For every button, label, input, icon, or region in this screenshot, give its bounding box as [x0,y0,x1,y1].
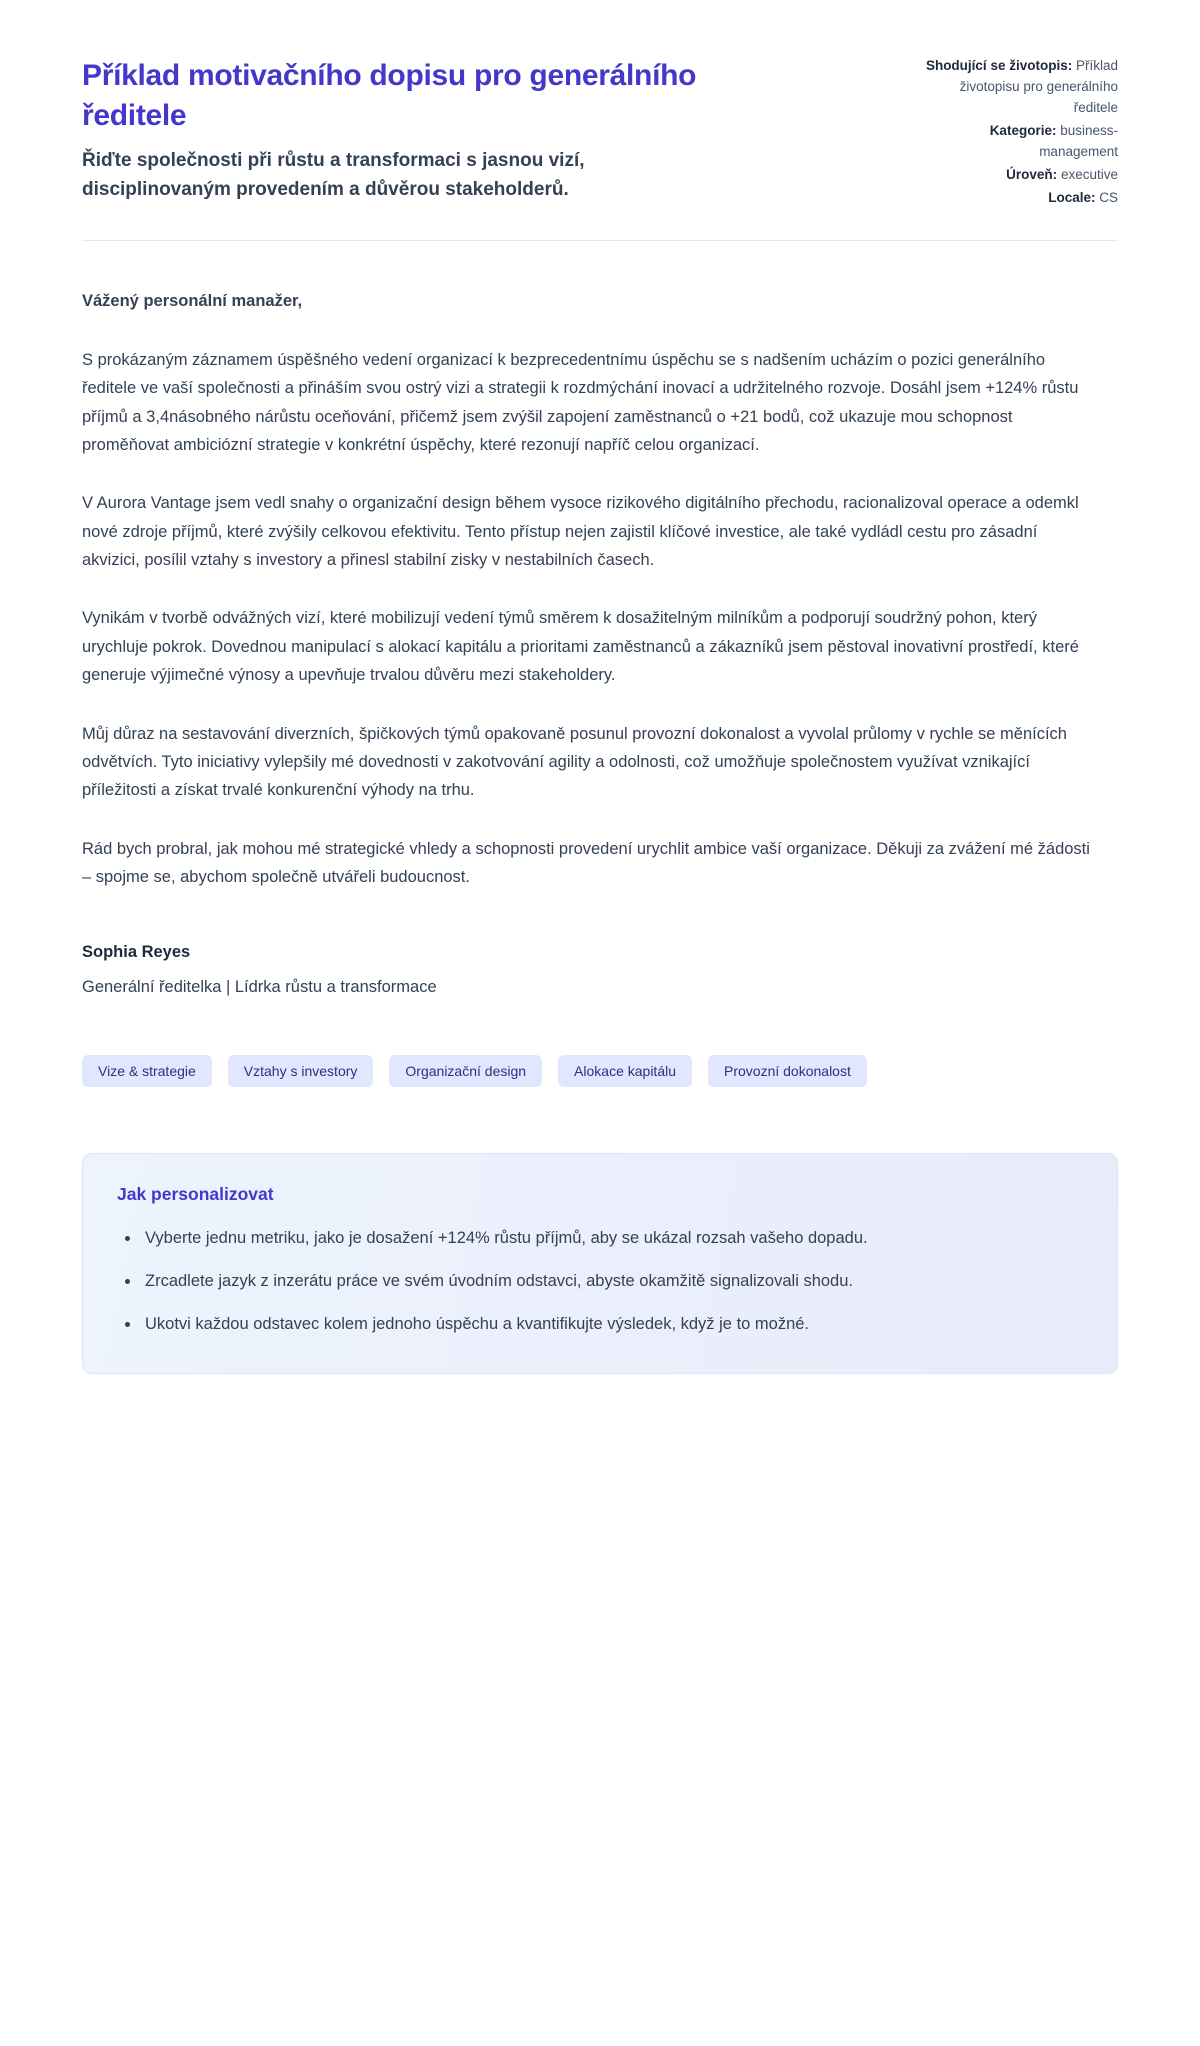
tips-list [117,1225,1083,1338]
tag-chip-org-design[interactable]: Organizační design [389,1055,542,1087]
letter-paragraph: Vynikám v tvorbě odvážných vizí, které mobilizují vedení týmů směrem k dosažitelným milníkům a podporují soudržný pohon, který urychluje pokrok. Dovednou manipulací s alokací kapitálu a prioritami zaměstnanců a zákazníků jsem pěstoval inovativní prostředí, které generuje výjimečné výnosy a upevňuje trvalou důvěru mezi stakeholdery. [82,609,1079,685]
meta-locale-value: CS [1099,189,1118,205]
meta-level-label: Úroveň: [1006,166,1058,182]
letter-paragraph: Rád bych probral, jak mohou mé strategické vhledy a schopnosti provedení urychlit ambice vaší organizace. Děkuji za zvážení mé žádosti – spojme se, abychom společně utvářeli budoucnost. [82,839,1090,887]
meta-level [913,165,1118,186]
tip-item: • Zrcadlete jazyk z inzerátu práce ve svém úvodním odstavci, abyste okamžitě signalizovali shodu. [141,1268,1083,1296]
tag-list [82,1055,1118,1087]
meta-category-label: Kategorie: [989,122,1057,138]
letter-greeting: Vážený personální manažer, [82,292,303,311]
personalization-tips-box [82,1153,1118,1373]
meta-locale [913,188,1118,209]
letter-body [82,287,1118,891]
tips-heading: Jak personalizovat [117,1184,274,1205]
page-subtitle: Řiďte společnosti při růstu a transformaci s jasnou vizí, disciplinovaným provedením a důvěrou stakeholderů. [82,150,585,200]
tip-item: • Ukotvi každou odstavec kolem jednoho úspěchu a kvantifikujte výsledek, když je to možné. [141,1311,1083,1339]
letter-paragraph: S prokázaným záznamem úspěšného vedení organizací k bezprecedentnímu úspěchu se s nadšením ucházím o pozici generálního ředitele ve vaší společnosti a přináším svou ostrý vizi a strategii k rozdmýchání inovací a udržitelného rozvoje. Dosáhl jsem +124% růstu příjmů a 3,4násobného nárůstu oceňování, přičemž jsem zvýšil zapojení zaměstnanců o +21 bodů, což ukazuje mou schopnost proměňovat ambiciózní strategie v konkrétní úspěchy, které rezonují napříč celou organizací. [82,350,1079,454]
meta-category-value: business-management [1039,122,1118,159]
tag-chip-investor-relations[interactable]: Vztahy s investory [228,1055,374,1087]
tip-item: • Vyberte jednu metriku, jako je dosažení +124% růstu příjmů, aby se ukázal rozsah vašeho dopadu. [141,1225,1083,1253]
tag-chip-capital-allocation[interactable]: Alokace kapitálu [558,1055,692,1087]
tag-chip-operational-excellence[interactable]: Provozní dokonalost [708,1055,867,1087]
letter-paragraph: Můj důraz na sestavování diverzních, špičkových týmů opakovaně posunul provozní dokonalost a vyvolal průlomy v rychle se měnících odvětvích. Tyto iniciativy vylepšily mé dovednosti v zakotvování agility a odolnosti, což umožňuje společnostem využívat vznikající příležitosti a získat trvalé konkurenční výhody na trhu. [82,724,1067,800]
meta-matching-resume-value: Příklad životopisu pro generálního ředitele [959,58,1118,115]
header-divider [82,240,1118,241]
meta-locale-label: Locale: [1048,189,1096,205]
signature-name: Sophia Reyes [82,943,191,962]
header-title-block [82,56,702,204]
meta-matching-resume-label: Shodující se životopis: [925,58,1073,73]
tag-chip-vision-strategy[interactable]: Vize & strategie [82,1055,212,1087]
meta-category [913,121,1118,163]
signature-title: Generální ředitelka | Lídrka růstu a transformace [82,978,437,997]
page-title: Příklad motivačního dopisu pro generálního ředitele [82,59,697,132]
meta-block [913,56,1118,210]
signature-block [82,943,1118,997]
meta-level-value: executive [1060,166,1118,182]
letter-paragraph: V Aurora Vantage jsem vedl snahy o organizační design během vysoce rizikového digitálního přechodu, racionalizoval operace a odemkl nové zdroje příjmů, které zvýšily celkovou efektivitu. Tento přístup nejen zajistil klíčové investice, ale také vydládl cestu pro zásadní akvizici, posílil vztahy s investory a přinesl stabilní zisky v nestabilních časech. [82,494,1079,570]
page-header [82,56,1118,210]
meta-matching-resume [913,56,1118,119]
